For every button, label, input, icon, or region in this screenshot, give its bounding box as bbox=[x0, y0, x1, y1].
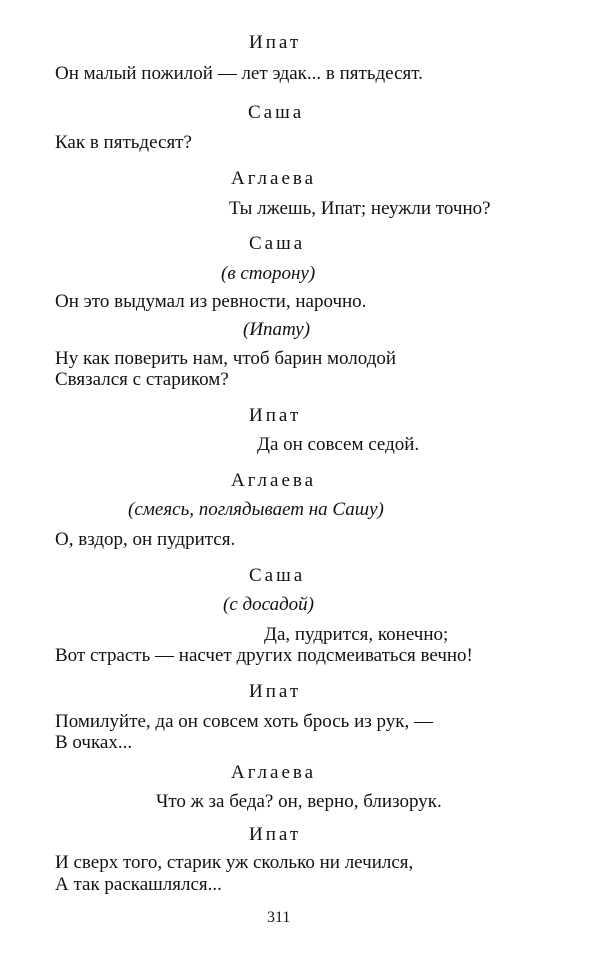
verse-line: Он это выдумал из ревности, нарочно. bbox=[55, 291, 367, 312]
speaker-name: Ипат bbox=[249, 824, 302, 845]
stage-direction: (в сторону) bbox=[221, 263, 316, 284]
verse-line: Помилуйте, да он совсем хоть брось из рук, — bbox=[55, 711, 434, 732]
verse-line: Он малый пожилой — лет эдак... в пятьдесят. bbox=[55, 63, 423, 84]
verse-line: Ну как поверить нам, чтоб барин молодой bbox=[55, 348, 397, 369]
verse-line: Связался с стариком? bbox=[55, 369, 229, 390]
verse-line: Ты лжешь, Ипат; неужли точно? bbox=[229, 198, 491, 219]
speaker-name: Ипат bbox=[249, 32, 302, 53]
stage-direction: (смеясь, поглядывает на Сашу) bbox=[128, 499, 384, 520]
speaker-name: Саша bbox=[248, 102, 305, 123]
verse-line: О, вздор, он пудрится. bbox=[55, 529, 236, 550]
speaker-name: Ипат bbox=[249, 405, 302, 426]
verse-line: Вот страсть — насчет других подсмеиваться вечно! bbox=[55, 645, 473, 666]
page-number: 311 bbox=[267, 909, 291, 926]
verse-line: А так раскашлялся... bbox=[55, 874, 222, 895]
verse-line: Да, пудрится, конечно; bbox=[264, 624, 449, 645]
speaker-name: Ипат bbox=[249, 681, 302, 702]
speaker-name: Аглаева bbox=[231, 762, 317, 783]
speaker-name: Аглаева bbox=[231, 168, 317, 189]
verse-line: Что ж за беда? он, верно, близорук. bbox=[156, 791, 442, 812]
verse-line: И сверх того, старик уж сколько ни лечился, bbox=[55, 852, 414, 873]
verse-line: Да он совсем седой. bbox=[257, 434, 420, 455]
stage-direction: (с досадой) bbox=[223, 594, 315, 615]
speaker-name: Аглаева bbox=[231, 470, 317, 491]
verse-line: В очках... bbox=[55, 732, 133, 753]
stage-direction: (Ипату) bbox=[243, 319, 311, 340]
speaker-name: Саша bbox=[249, 233, 306, 254]
speaker-name: Саша bbox=[249, 565, 306, 586]
verse-line: Как в пятьдесят? bbox=[55, 132, 192, 153]
